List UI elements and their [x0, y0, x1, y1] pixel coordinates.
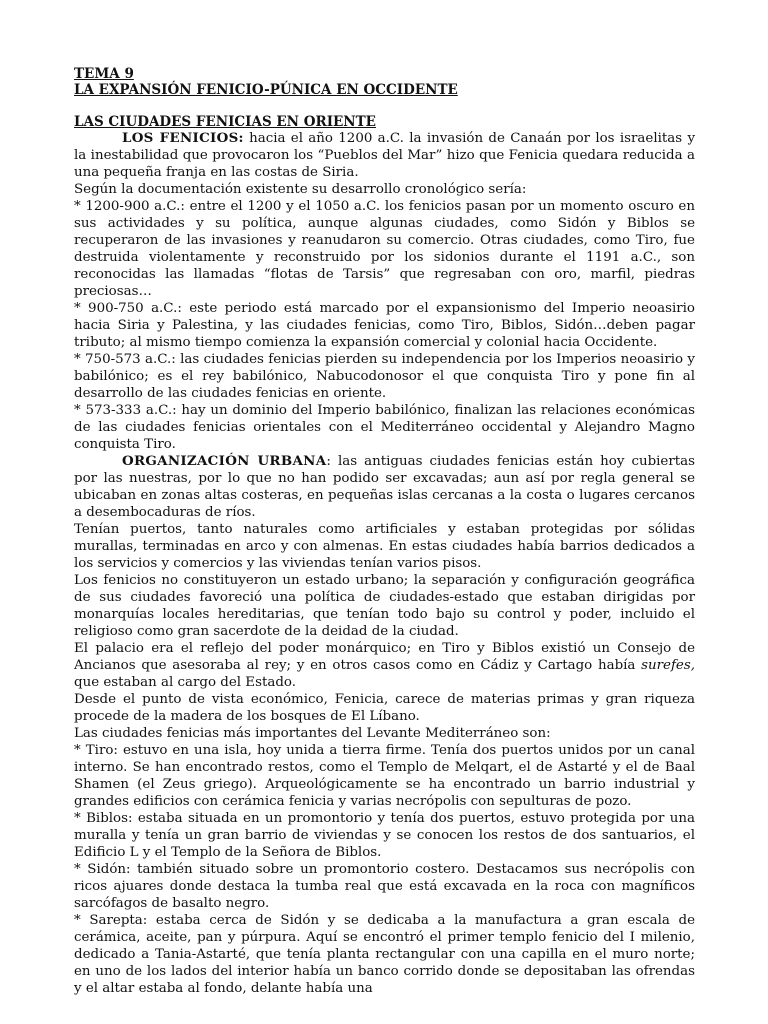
paragraph-palacio: [74, 640, 695, 691]
paragraph-period-900-750: * 900-750 a.C.: este periodo está marcado por el expansionismo del Imperio neoasirio hacia Siria y Palestina, y las ciudades fenicias, como Tiro, Biblos, Sidón…deben pagar tributo; al mismo tiempo comienza la expansión comercial y colonial hacia Occidente.: [74, 301, 695, 350]
paragraph-text: El palacio era el reflejo del poder monárquico; en Tiro y Biblos existió un Consejo de Ancianos que asesoraba al rey; y en otros casos como en Cádiz y Cartago había: [74, 641, 695, 673]
spacer: [74, 98, 695, 114]
paragraph-sarepta: * Sarepta: estaba cerca de Sidón y se dedicaba a la manufactura a gran escala de cerámica, aceite, pan y púrpura. Aquí se encontró el primer templo fenicio del I milenio, dedicado a Tania-Astarté, que tenía planta rectangular con una capilla en el muro norte; en uno de los lados del interior había un banco corrido donde se depositaban las ofrendas y el altar estaba al fondo, delante había una: [74, 913, 695, 996]
paragraph-period-750-573: * 750-573 a.C.: las ciudades fenicias pierden su independencia por los Imperios neoasirio y babilónico; es el rey babilónico, Nabucodonosor el que conquista Tiro y pone fin al desarrollo de las ciudades fenicias en oriente.: [74, 352, 695, 401]
paragraph-text: hacia el año 1200 a.C. la invasión de Canaán por los israelitas y la inestabilidad que provocaron los “Pueblos del Mar” hizo que Fenicia quedara reducida a una pequeña franja en las costas de Siria.: [74, 131, 696, 180]
lead-term: ORGANIZACIÓN URBANA: [122, 453, 327, 469]
paragraph-biblos: * Biblos: estaba situada en un promontorio y tenía dos puertos, estuvo protegida por una muralla y tenía un gran barrio de viviendas y se conocen los restos de dos santuarios, el Edificio L y el Templo de la Señora de Biblos.: [74, 811, 695, 860]
paragraph-period-1200-900: * 1200-900 a.C.: entre el 1200 y el 1050 a.C. los fenicios pasan por un momento oscuro en sus actividades y su política, aunque algunas ciudades, como Sidón y Biblos se recuperaron de las invasiones y reanudaron su comercio. Otras ciudades, como Tiro, fue destruida violentamente y reconstruido por los sidonios durante el 1191 a.C., son reconocidas las llamadas “flotas de Tarsis” que regresaban con oro, marfil, piedras preciosas…: [74, 199, 695, 299]
chapter-number: TEMA 9: [74, 66, 134, 82]
paragraph-text: : las antiguas ciudades fenicias están hoy cubiertas por las nuestras, por lo que no han podido ser excavadas; aun así por regla general se ubicaban en zonas altas costeras, en pequeñas islas cercanas a la costa o lugares cercanos a desembocaduras de ríos.: [74, 454, 695, 520]
paragraph-puertos: Tenían puertos, tanto naturales como artificiales y estaban protegidas por sólidas murallas, terminadas en arco y con almenas. En estas ciudades había barrios dedicados a los servicios y comercios y las viviendas tenían varios pisos.: [74, 522, 695, 571]
paragraph-ciudades-intro: Las ciudades fenicias más importantes del Levante Mediterráneo son:: [74, 726, 551, 741]
paragraph-economia: Desde el punto de vista económico, Fenicia, carece de materias primas y gran riqueza procede de la madera de los bosques de El Líbano.: [74, 692, 695, 724]
paragraph-text: que estaban al cargo del Estado.: [74, 675, 296, 690]
paragraph-period-573-333: * 573-333 a.C.: hay un dominio del Imperio babilónico, finalizan las relaciones económicas de las ciudades fenicias orientales con el Mediterráneo occidental y Alejandro Magno conquista Tiro.: [74, 403, 695, 452]
section-heading: LAS CIUDADES FENICIAS EN ORIENTE: [74, 114, 376, 130]
paragraph-organizacion-urbana: [74, 453, 695, 521]
paragraph-estado-urbano: Los fenicios no constituyeron un estado urbano; la separación y configuración geográfica de sus ciudades favoreció una política de ciudades-estado que estaban dirigidas por monarquías locales hereditarias, que tenían todo bajo su control y poder, incluido el religioso como gran sacerdote de la deidad de la ciudad.: [74, 573, 695, 639]
paragraph-tiro: * Tiro: estuvo en una isla, hoy unida a tierra firme. Tenía dos puertos unidos por un canal interno. Se han encontrado restos, como el Templo de Melqart, el de Astarté y el de Baal Shamen (el Zeus griego). Arqueológicamente se ha encontrado un barrio industrial y grandes edificios con cerámica fenicia y varias necrópolis con sepulturas de pozo.: [74, 743, 695, 809]
paragraph-fenicios: [74, 130, 695, 181]
paragraph-intro-chronology: Según la documentación existente su desarrollo cronológico sería:: [74, 182, 527, 197]
chapter-title: LA EXPANSIÓN FENICIO-PÚNICA EN OCCIDENTE: [74, 82, 458, 98]
lead-term: LOS FENICIOS:: [122, 130, 244, 146]
paragraph-sidon: * Sidón: también situado sobre un promontorio costero. Destacamos sus necrópolis con ricos ajuares donde destaca la tumba real que está excavada en la roca con magníficos sarcófagos de basalto negro.: [74, 862, 695, 911]
italic-term: surefes,: [641, 658, 695, 673]
